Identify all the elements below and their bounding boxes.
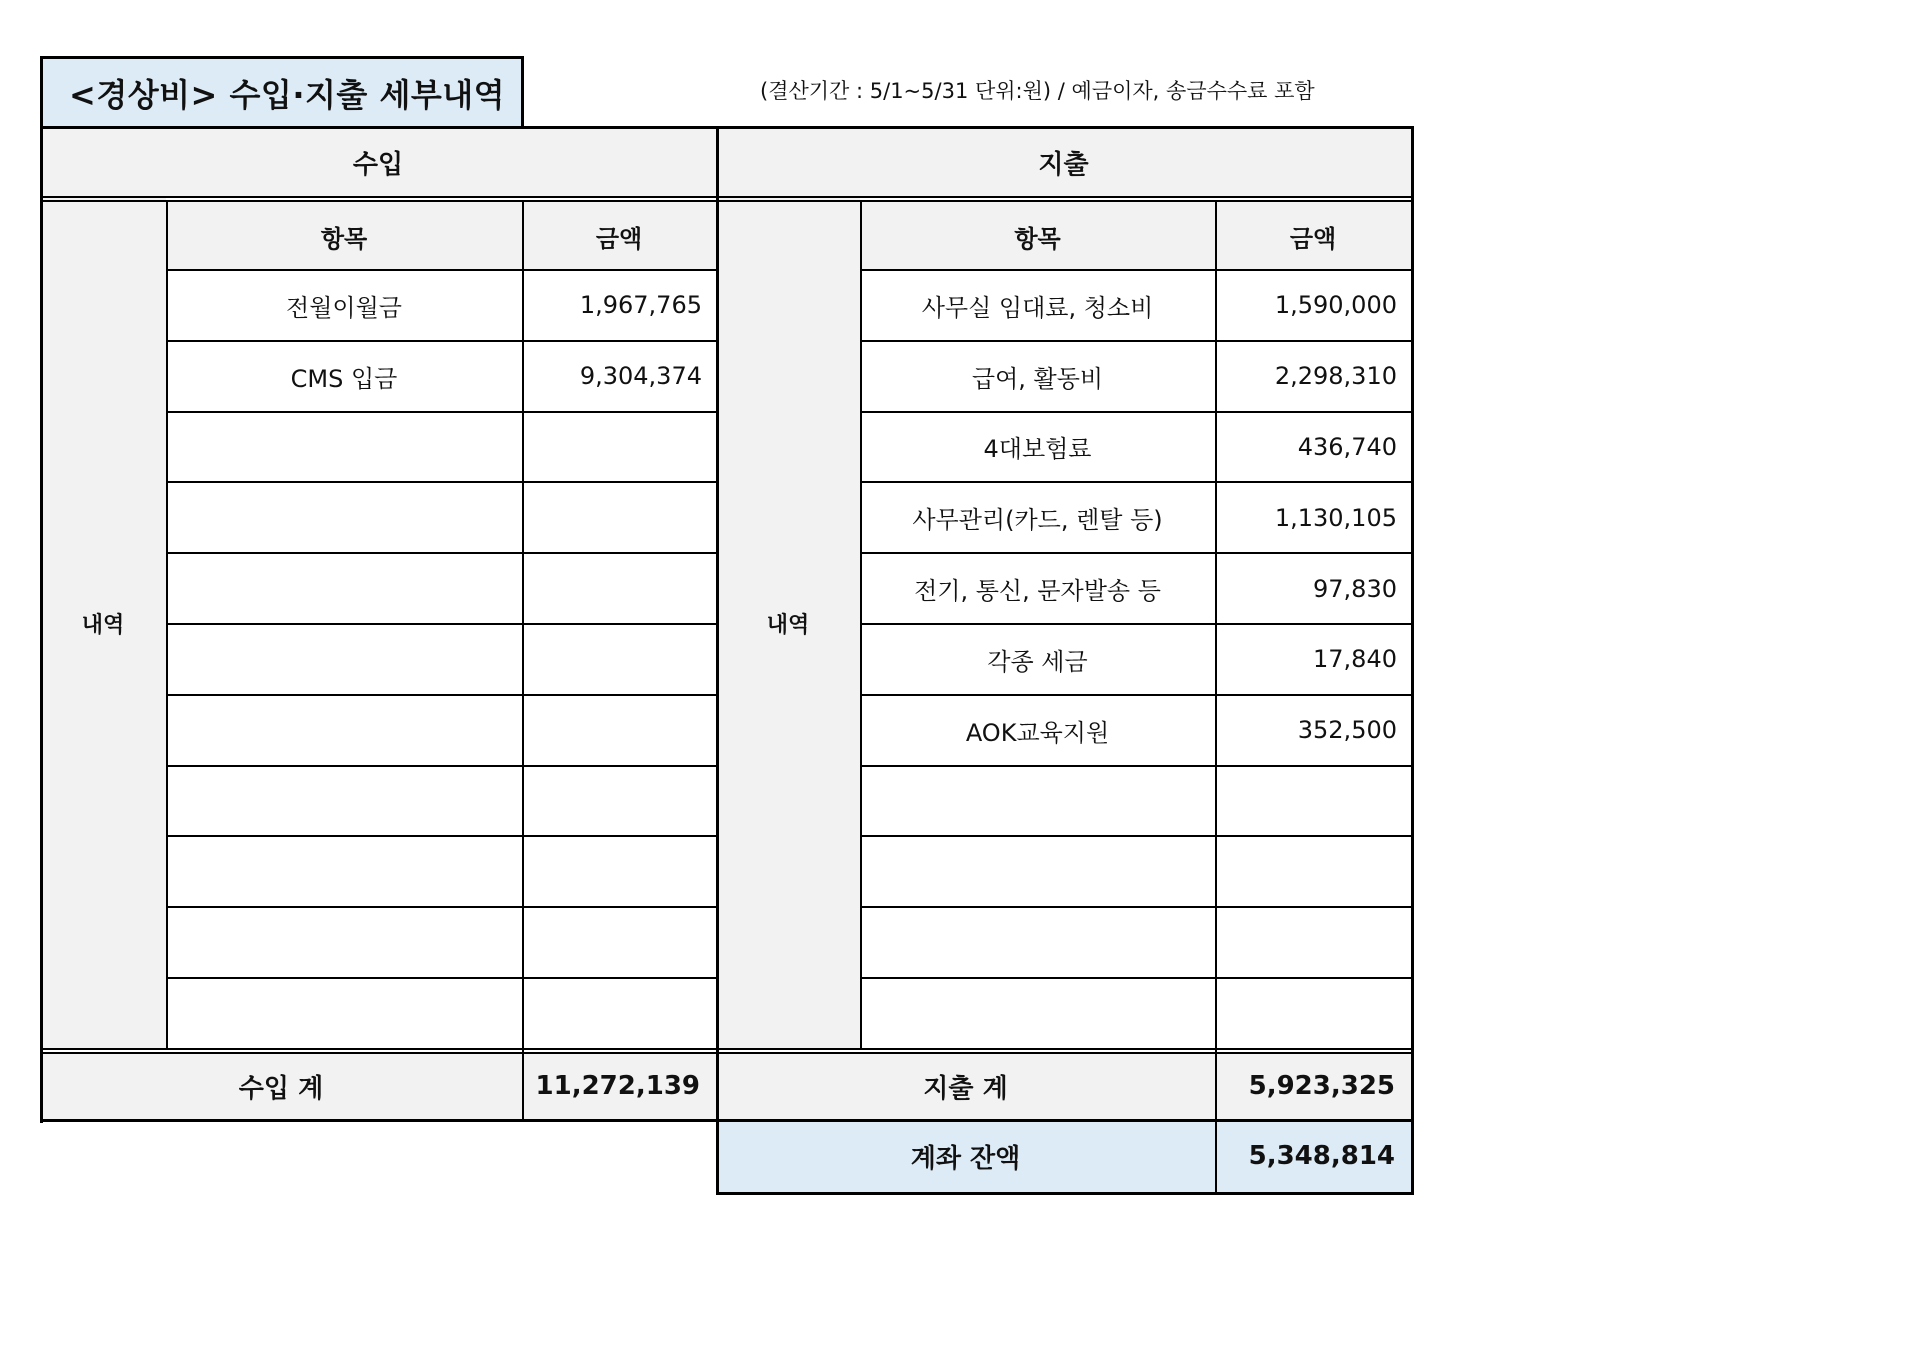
expense-row-amount: 97,830 [1313, 574, 1397, 603]
header-double-line-1 [40, 196, 1414, 198]
expense-amount-col-line [1215, 200, 1217, 1192]
income-row-line [166, 411, 716, 413]
expense-row-line [860, 269, 1411, 271]
table-left-border [40, 126, 43, 1123]
expense-col-item: 항목 [860, 202, 1215, 270]
income-row-amount [522, 482, 716, 553]
table-right-border [1411, 126, 1414, 1195]
page-title: <경상비> 수입·지출 세부내역 [40, 56, 524, 126]
expense-row-amount [1215, 907, 1411, 978]
expense-row-amount [1215, 978, 1411, 1049]
total-double-line-1 [40, 1048, 1414, 1050]
income-total-label: 수입 계 [40, 1053, 522, 1120]
income-row-amount [522, 978, 716, 1049]
expense-row-line [860, 552, 1411, 554]
income-row-amount [522, 907, 716, 978]
expense-col-amount: 금액 [1215, 202, 1411, 270]
expense-row-amount: 352,500 [1297, 716, 1397, 745]
expense-row-item: 4대보험료 [983, 435, 1092, 464]
expense-row-line [860, 623, 1411, 625]
income-row-item [166, 978, 522, 1049]
income-row-amount: 1,967,765 [579, 291, 702, 320]
income-row-line [166, 835, 716, 837]
expense-row-amount: 2,298,310 [1274, 362, 1397, 391]
income-row-line [166, 694, 716, 696]
expense-row-amount [1215, 836, 1411, 907]
expense-row-line [860, 481, 1411, 483]
balance-label: 계좌 잔액 [716, 1120, 1215, 1192]
expense-section-label: 내역 [716, 198, 860, 1049]
income-row-item [166, 553, 522, 624]
expense-row-item [860, 978, 1215, 1049]
expense-row-amount: 17,840 [1313, 645, 1397, 674]
expense-row-amount: 1,590,000 [1274, 291, 1397, 320]
income-row-item: CMS 입금 [290, 364, 398, 393]
expense-row-line [860, 977, 1411, 979]
income-amount-col-line [522, 200, 524, 1120]
income-row-amount [522, 624, 716, 695]
income-row-line [166, 906, 716, 908]
expense-row-item: 급여, 활동비 [971, 364, 1104, 393]
income-row-item [166, 412, 522, 483]
income-row-amount [522, 695, 716, 766]
total-bottom-line [40, 1119, 1414, 1122]
expense-row-item: 전기, 통신, 문자발송 등 [914, 577, 1161, 606]
expense-label-col-line [860, 200, 862, 1049]
income-row-line [166, 269, 716, 271]
expense-row-line [860, 340, 1411, 342]
header-double-line-2 [40, 200, 1414, 202]
income-header: 수입 [40, 126, 716, 198]
expense-row-line [860, 411, 1411, 413]
expense-row-amount: 1,130,105 [1274, 503, 1397, 532]
income-row-amount: 9,304,374 [579, 362, 702, 391]
expense-total-amount: 5,923,325 [1215, 1053, 1411, 1120]
expense-row-item: 사무관리(카드, 렌탈 등) [912, 506, 1163, 535]
expense-row-line [860, 906, 1411, 908]
expense-row-line [860, 694, 1411, 696]
balance-bottom-line [716, 1192, 1414, 1195]
expense-row-amount [1215, 766, 1411, 837]
balance-amount: 5,348,814 [1215, 1120, 1411, 1192]
income-col-amount: 금액 [522, 202, 716, 270]
table-top-border [40, 126, 1414, 129]
total-double-line-2 [40, 1052, 1414, 1054]
income-row-item [166, 482, 522, 553]
income-row-item [166, 695, 522, 766]
income-row-item: 전월이월금 [286, 293, 402, 322]
expense-header: 지출 [716, 126, 1411, 198]
income-row-amount [522, 412, 716, 483]
period-note: (결산기간 : 5/1~5/31 단위:원) / 예금이자, 송금수수료 포함 [760, 79, 1315, 103]
expense-row-item: AOK교육지원 [965, 718, 1110, 747]
income-row-line [166, 623, 716, 625]
income-row-amount [522, 766, 716, 837]
expense-row-item [860, 907, 1215, 978]
income-section-label: 내역 [40, 198, 166, 1049]
income-row-line [166, 340, 716, 342]
expense-row-item [860, 766, 1215, 837]
expense-row-item: 사무실 임대료, 청소비 [921, 293, 1154, 322]
income-row-line [166, 552, 716, 554]
expense-total-label: 지출 계 [716, 1053, 1215, 1120]
table-middle-border [716, 126, 719, 1195]
income-row-amount [522, 836, 716, 907]
income-row-line [166, 977, 716, 979]
income-row-item [166, 624, 522, 695]
income-col-item: 항목 [166, 202, 522, 270]
income-row-amount [522, 553, 716, 624]
income-row-item [166, 907, 522, 978]
expense-row-amount: 436,740 [1297, 432, 1397, 461]
expense-row-line [860, 835, 1411, 837]
income-label-col-line [166, 200, 168, 1049]
income-row-item [166, 836, 522, 907]
income-row-line [166, 481, 716, 483]
income-row-item [166, 766, 522, 837]
income-row-line [166, 765, 716, 767]
expense-row-line [860, 765, 1411, 767]
expense-row-item: 각종 세금 [987, 647, 1088, 676]
income-total-amount: 11,272,139 [522, 1053, 716, 1120]
expense-row-item [860, 836, 1215, 907]
